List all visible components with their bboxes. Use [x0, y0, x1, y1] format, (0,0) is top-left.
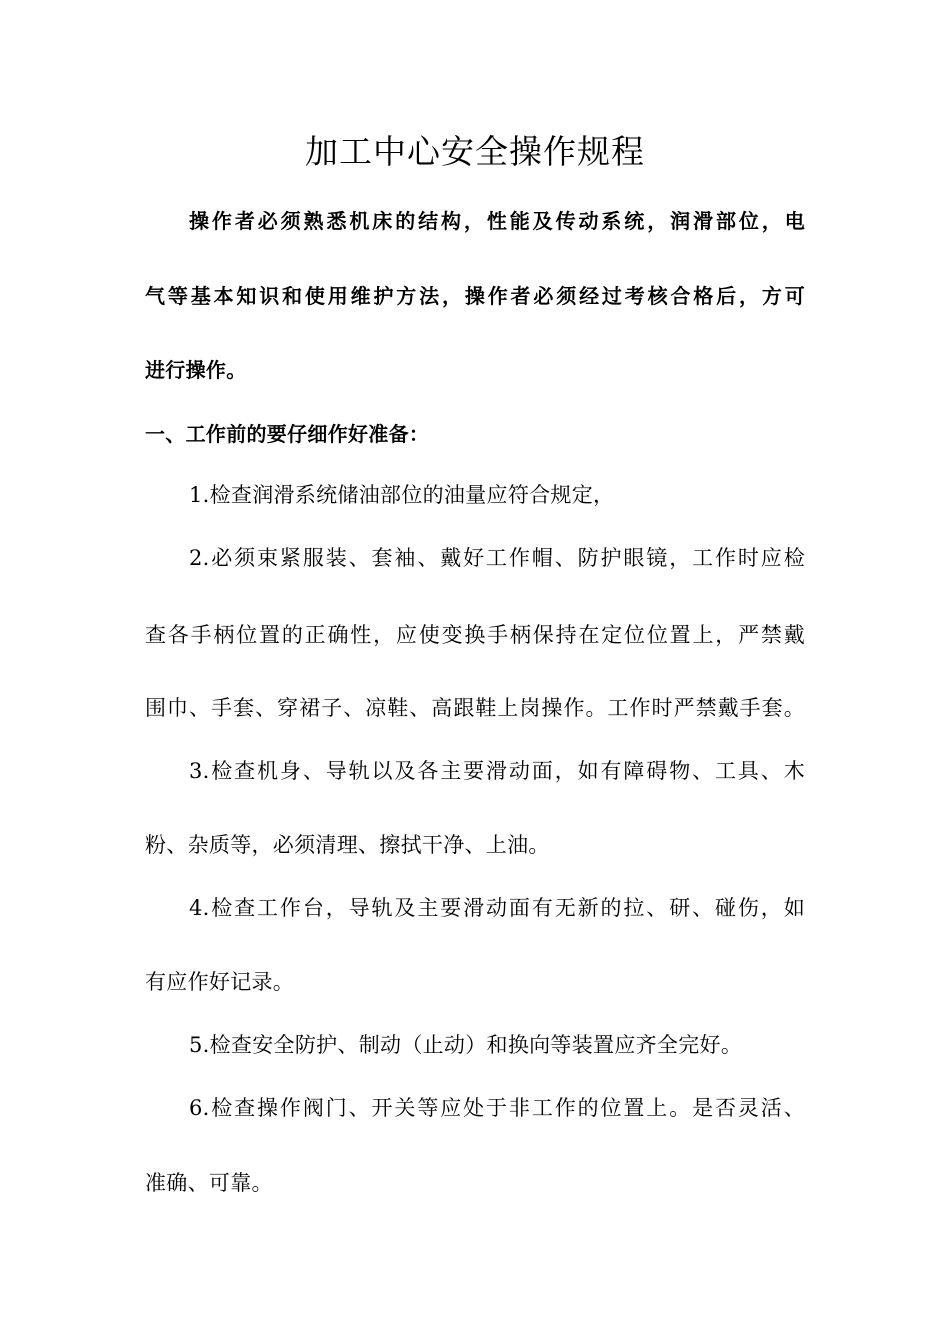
- item-2-line-1: 2.必须束紧服装、套袖、戴好工作帽、防护眼镜，工作时应检: [189, 546, 805, 570]
- item-2-line-2: 查各手柄位置的正确性，应使变换手柄保持在定位位置上，严禁戴: [145, 623, 805, 647]
- item-4-line-1: 4.检查工作台，导轨及主要滑动面有无新的拉、研、碰伤，如: [189, 896, 805, 920]
- item-6-line-2: 准确、可靠。: [145, 1171, 273, 1195]
- item-3-line-1: 3.检查机身、导轨以及各主要滑动面，如有障碍物、工具、木: [189, 759, 805, 783]
- item-2-line-3: 围巾、手套、穿裙子、凉鞋、高跟鞋上岗操作。工作时严禁戴手套。: [145, 696, 805, 720]
- intro-line-3: 进行操作。: [145, 358, 247, 382]
- intro-line-2: 气等基本知识和使用维护方法，操作者必须经过考核合格后，方可: [145, 284, 805, 308]
- page-title: 加工中心安全操作规程: [305, 132, 645, 171]
- item-6-line-1: 6.检查操作阀门、开关等应处于非工作的位置上。是否灵活、: [189, 1096, 805, 1120]
- item-3-line-2: 粉、杂质等，必须清理、擦拭干净、上油。: [145, 833, 550, 857]
- intro-line-1: 操作者必须熟悉机床的结构，性能及传动系统，润滑部位，电: [189, 209, 805, 233]
- item-1-line-1: 1.检查润滑系统储油部位的油量应符合规定，: [189, 483, 615, 507]
- item-4-line-2: 有应作好记录。: [145, 970, 295, 994]
- section-heading: 一、工作前的要仔细作好准备：: [145, 422, 430, 446]
- item-5-line-1: 5.检查安全防护、制动（止动）和换向等装置应齐全完好。: [189, 1033, 743, 1057]
